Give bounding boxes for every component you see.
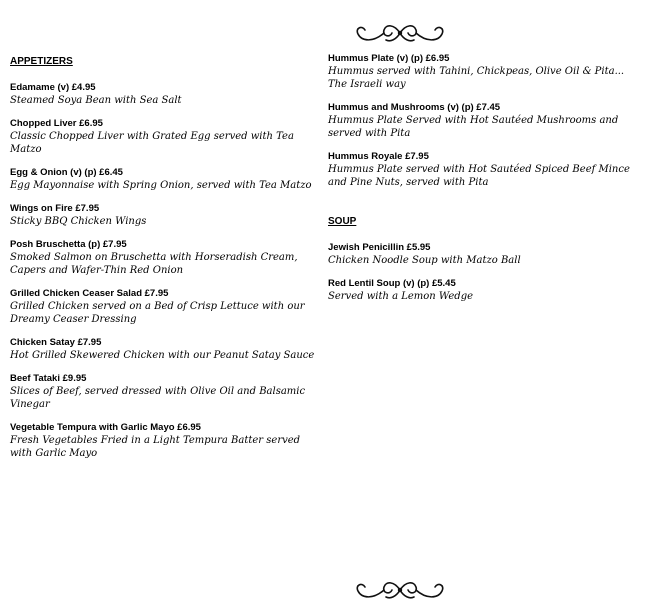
item-name: Chicken Satay £7.95 (10, 337, 102, 348)
item-name: Hummus Royale £7.95 (328, 151, 429, 162)
menu-item (10, 372, 315, 411)
menu-item (328, 101, 633, 140)
item-description: Classic Chopped Liver with Grated Egg served with Tea Matzo (10, 131, 294, 155)
menu-item (10, 421, 315, 460)
item-name: Egg & Onion (v) (p) £6.45 (10, 167, 123, 178)
menu-item (10, 81, 315, 107)
menu-item (10, 336, 315, 362)
item-name: Posh Bruschetta (p) £7.95 (10, 239, 127, 250)
item-description: Sticky BBQ Chicken Wings (10, 216, 147, 227)
bottom-flourish-icon (350, 577, 450, 603)
item-description: Chicken Noodle Soup with Matzo Ball (328, 255, 521, 266)
item-name: Jewish Penicillin £5.95 (328, 242, 431, 253)
item-description: Fresh Vegetables Fried in a Light Tempura Batter served with Garlic Mayo (10, 435, 301, 459)
item-description: Egg Mayonnaise with Spring Onion, served with Tea Matzo (10, 180, 312, 191)
item-name: Vegetable Tempura with Garlic Mayo £6.95 (10, 422, 201, 433)
item-description: Hummus Plate served with Hot Sautéed Spiced Beef Mince and Pine Nuts, served with Pita (328, 164, 630, 188)
menu-item (328, 277, 633, 303)
menu-item (328, 241, 633, 267)
menu-item (328, 52, 633, 91)
item-name: Beef Tataki £9.95 (10, 373, 87, 384)
soup-heading: SOUP (328, 216, 357, 227)
item-description: Grilled Chicken served on a Bed of Crisp Lettuce with our Dreamy Ceaser Dressing (10, 301, 305, 325)
item-description: Hot Grilled Skewered Chicken with our Peanut Satay Sauce (10, 350, 315, 361)
item-description: Served with a Lemon Wedge (328, 291, 474, 302)
item-name: Grilled Chicken Ceaser Salad £7.95 (10, 288, 169, 299)
menu-item (10, 202, 315, 228)
menu-item (10, 117, 315, 156)
menu-item (10, 166, 315, 192)
item-description: Hummus Plate Served with Hot Sautéed Mushrooms and served with Pita (328, 115, 619, 139)
item-name: Red Lentil Soup (v) (p) £5.45 (328, 278, 456, 289)
top-flourish-icon (350, 20, 450, 46)
item-description: Steamed Soya Bean with Sea Salt (10, 95, 182, 106)
menu-item (10, 238, 315, 277)
item-name: Hummus and Mushrooms (v) (p) £7.45 (328, 102, 501, 113)
item-name: Wings on Fire £7.95 (10, 203, 100, 214)
item-name: Chopped Liver £6.95 (10, 118, 103, 129)
item-description: Smoked Salmon on Bruschetta with Horseradish Cream, Capers and Wafer-Thin Red Onion (10, 252, 298, 276)
menu-item (10, 287, 315, 326)
item-description: Slices of Beef, served dressed with Olive Oil and Balsamic Vinegar (10, 386, 306, 410)
item-name: Hummus Plate (v) (p) £6.95 (328, 53, 450, 64)
item-description: Hummus served with Tahini, Chickpeas, Olive Oil & Pita... The Israeli way (328, 66, 625, 90)
menu-item (328, 150, 633, 189)
right-column (328, 52, 633, 313)
item-name: Edamame (v) £4.95 (10, 82, 96, 93)
appetizers-heading: APPETIZERS (10, 56, 73, 67)
left-column (10, 52, 315, 470)
